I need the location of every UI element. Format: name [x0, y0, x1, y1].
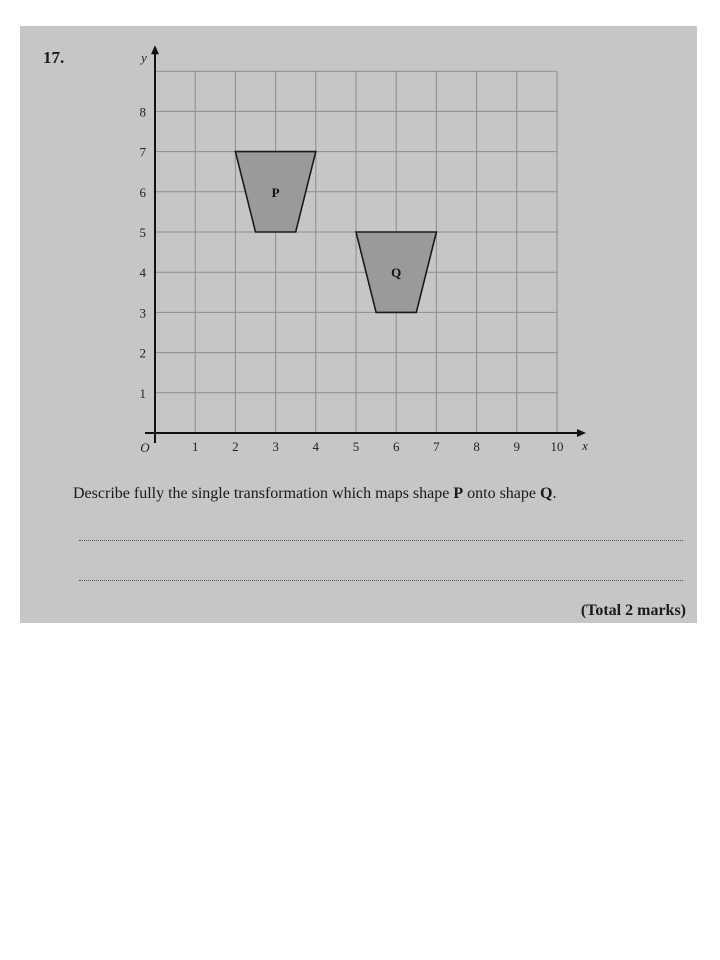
- answer-line-2[interactable]: [79, 580, 683, 581]
- shape-label-q: Q: [391, 265, 402, 281]
- question-prompt: [73, 485, 556, 503]
- x-tick-label: 1: [191, 439, 199, 454]
- x-tick-label: 8: [473, 439, 480, 454]
- grid-lines: [155, 71, 557, 433]
- shape-label-p: P: [271, 184, 280, 200]
- y-tick-label: 8: [139, 104, 146, 120]
- y-axis-label: y: [141, 50, 147, 66]
- total-marks: (Total 2 marks): [580, 602, 686, 619]
- prompt-shape-q: Q: [540, 485, 553, 502]
- x-tick-label: 4: [312, 439, 320, 454]
- x-tick-label: 10: [550, 439, 564, 454]
- prompt-text-start: Describe fully the single transformation which maps shape: [73, 485, 454, 502]
- coordinate-grid: [20, 26, 697, 623]
- y-tick-label: 5: [139, 225, 146, 240]
- answer-line-1[interactable]: [79, 540, 683, 541]
- origin-label: O: [140, 440, 150, 455]
- x-axis-label: x: [582, 438, 588, 453]
- x-tick-label: 9: [513, 439, 521, 454]
- prompt-text-middle: onto shape: [463, 485, 540, 502]
- question-sheet: [20, 26, 697, 623]
- x-tick-label: 3: [272, 439, 279, 454]
- y-tick-label: 6: [139, 184, 146, 200]
- y-axis-arrow: [151, 45, 159, 54]
- x-tick-label: 2: [232, 439, 239, 454]
- x-axis-arrow: [577, 429, 586, 437]
- x-tick-label: 6: [392, 439, 400, 454]
- y-tick-label: 3: [139, 305, 146, 321]
- x-tick-label: 5: [352, 439, 360, 454]
- prompt-shape-p: P: [453, 485, 464, 502]
- y-tick-label: 7: [139, 144, 146, 160]
- question-number: 17.: [43, 48, 65, 67]
- y-tick-label: 4: [139, 265, 146, 281]
- prompt-text-end: .: [552, 485, 557, 502]
- x-tick-label: 7: [433, 439, 440, 454]
- y-tick-label: 2: [139, 345, 146, 361]
- y-tick-label: 1: [139, 385, 146, 401]
